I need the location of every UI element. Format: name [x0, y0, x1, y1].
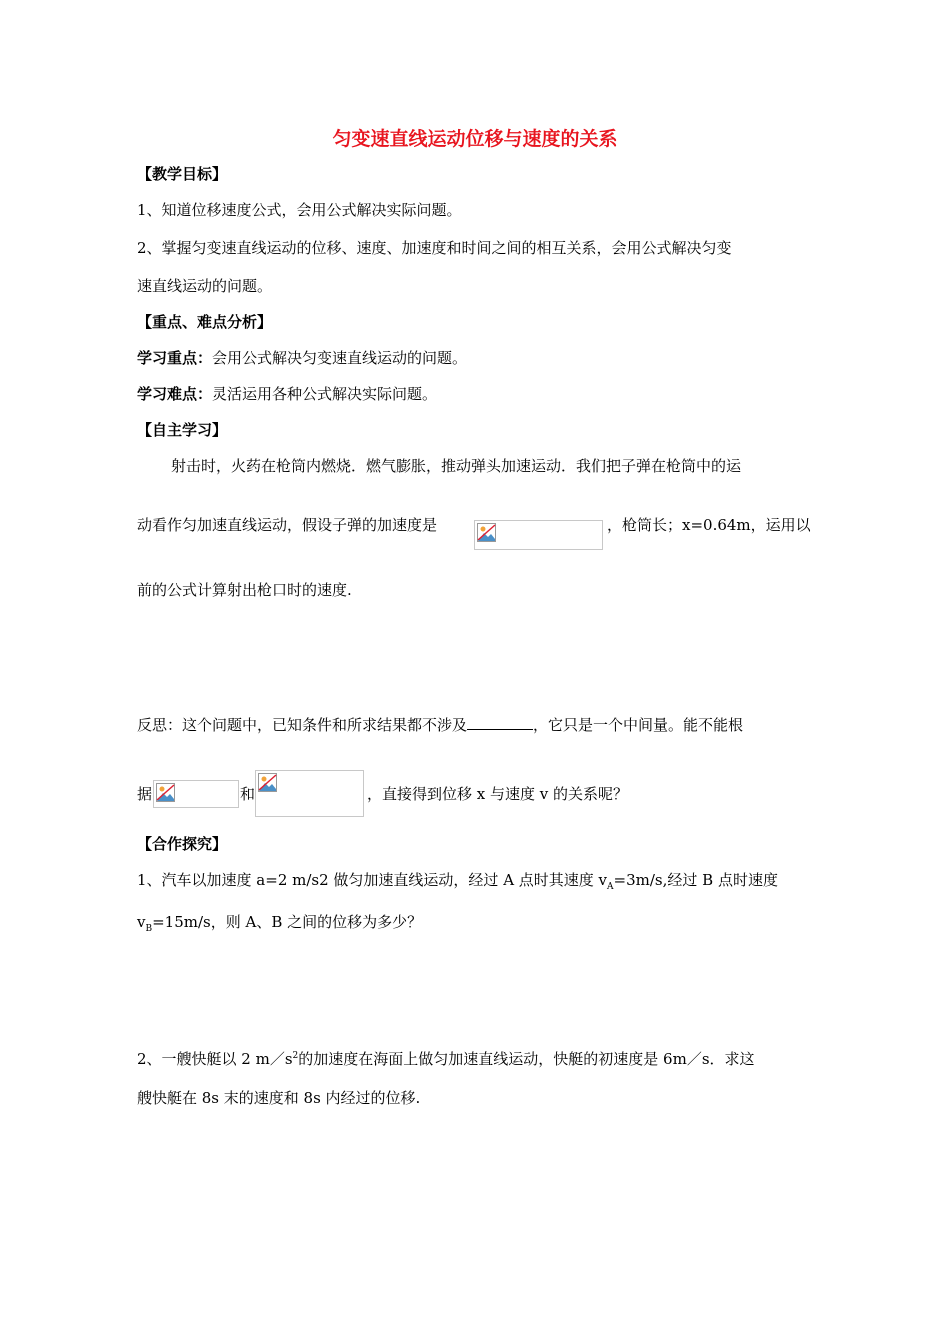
goal-item-1: 1、知道位移速度公式，会用公式解决实际问题。 [137, 201, 462, 219]
q1-sub-a: A [607, 882, 614, 892]
q2-text-a: 2、一艘快艇以 2 m／s [137, 1050, 293, 1068]
key-point-text: 会用公式解决匀变速直线运动的问题。 [212, 349, 468, 367]
question-2-line-2: 艘快艇在 8s 末的速度和 8s 内经过的位移. [137, 1089, 421, 1107]
formula-image-velocity [153, 780, 239, 808]
q1-text-b: =3m/s,经过 B 点时速度 [613, 871, 778, 889]
q2-sup: 2 [292, 1051, 299, 1061]
question-1-line-1 [137, 870, 778, 897]
key-point [137, 348, 467, 368]
goals-heading: 【教学目标】 [137, 165, 228, 183]
question-1-line-2 [137, 912, 422, 939]
self-study-line-1: 射击时，火药在枪筒内燃烧．燃气膨胀，推动弹头加速运动．我们把子弹在枪筒中的运 [171, 457, 742, 475]
cooperate-heading: 【合作探究】 [137, 835, 228, 853]
self-study-line-3: 前的公式计算射出枪口时的速度. [137, 581, 352, 599]
q1-line2-a: v [137, 913, 146, 931]
reflect-line-1 [137, 715, 743, 735]
reflect-line-2b: 和 [240, 785, 256, 803]
goal-item-2: 2、掌握匀变速直线运动的位移、速度、加速度和时间之间的相互关系，会用公式解决匀变 [137, 239, 732, 257]
q1-text-a: 1、汽车以加速度 a=2 m/s2 做匀加速直线运动，经过 A 点时其速度 v [137, 871, 608, 889]
key-point-label: 学习重点： [137, 349, 213, 367]
goal-item-2-cont: 速直线运动的问题。 [137, 277, 273, 295]
broken-image-icon [258, 773, 278, 793]
q1-line2-b: =15m/s，则 A、B 之间的位移为多少？ [152, 913, 423, 931]
q1-sub-b: B [145, 924, 153, 934]
reflect-text-b: ，它只是一个中间量。能不能根 [533, 716, 744, 734]
self-study-line-2b: ，枪筒长；x=0.64m，运用以 [607, 516, 811, 534]
reflect-line-2c: ，直接得到位移 x 与速度 v 的关系呢？ [367, 785, 629, 803]
formula-image-displacement [255, 770, 364, 817]
hard-point-text: 灵活运用各种公式解决实际问题。 [212, 385, 438, 403]
q2-text-b: 的加速度在海面上做匀加速直线运动，快艇的初速度是 6m／s．求这 [298, 1050, 755, 1068]
self-study-line-2a: 动看作匀加速直线运动，假设子弹的加速度是 [137, 516, 438, 534]
self-study-heading: 【自主学习】 [137, 421, 228, 439]
question-2-line-1 [137, 1046, 755, 1069]
reflect-text-a: 反思：这个问题中，已知条件和所求结果都不涉及 [137, 716, 468, 734]
answer-blank[interactable] [467, 715, 533, 730]
focus-heading: 【重点、难点分析】 [137, 313, 273, 331]
hard-point-label: 学习难点： [137, 385, 213, 403]
broken-image-icon [156, 783, 176, 803]
reflect-line-2a: 据 [137, 785, 153, 803]
hard-point [137, 384, 437, 404]
broken-image-icon [477, 523, 497, 543]
formula-image-acceleration [474, 520, 603, 550]
page-title: 匀变速直线运动位移与速度的关系 [332, 128, 618, 150]
